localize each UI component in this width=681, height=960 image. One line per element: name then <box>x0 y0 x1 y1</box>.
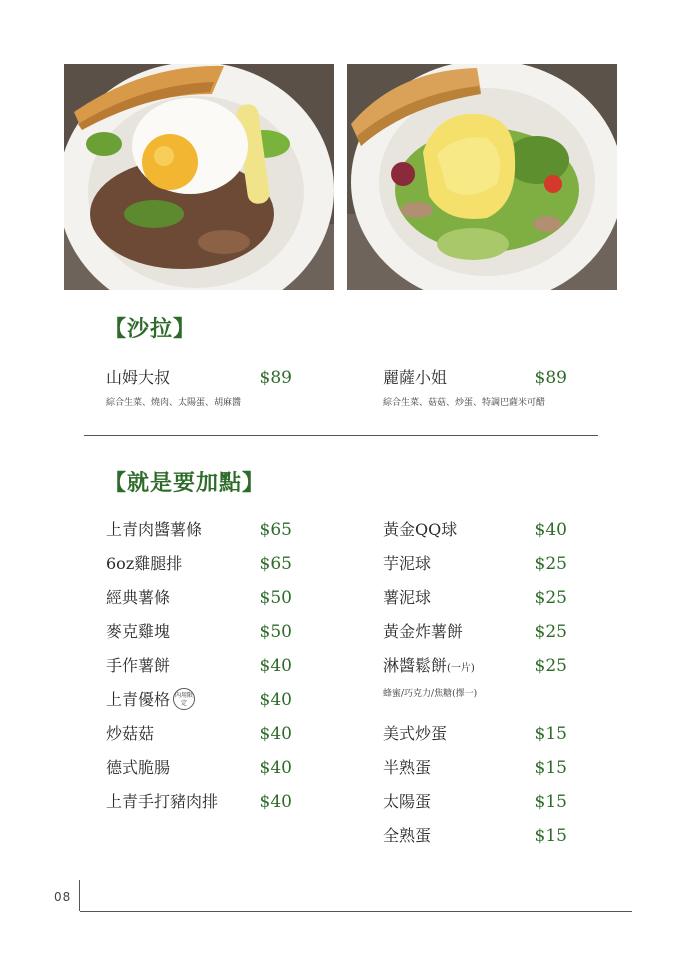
item-price: $15 <box>534 826 567 846</box>
section-divider <box>84 435 598 436</box>
menu-item <box>106 518 292 542</box>
item-price: $25 <box>534 554 567 574</box>
item-price: $40 <box>259 792 292 812</box>
item-name: 太陽蛋 <box>383 792 432 811</box>
menu-item <box>383 790 567 814</box>
item-price: $50 <box>259 588 292 608</box>
item-name: 上青肉醬薯條 <box>106 520 203 539</box>
menu-item <box>383 518 567 542</box>
item-name: 半熟蛋 <box>383 758 432 777</box>
menu-item-uncle-sam <box>106 366 292 390</box>
item-name: 手作薯餅 <box>106 656 171 675</box>
item-name <box>383 654 475 681</box>
menu-item <box>106 586 292 610</box>
salad-photo-miss-lisa <box>347 64 617 290</box>
addon-section-title: 【就是要加點】 <box>104 470 266 496</box>
item-name: 經典薯條 <box>106 588 171 607</box>
menu-item <box>383 620 567 644</box>
menu-item <box>106 552 292 576</box>
item-name: 薯泥球 <box>383 588 432 607</box>
item-name: 黃金QQ球 <box>383 520 458 539</box>
item-name <box>106 688 195 712</box>
item-price: $89 <box>534 368 567 388</box>
menu-item <box>106 722 292 746</box>
item-description: 蜂蜜/巧克力/焦糖(擇一) <box>383 689 478 699</box>
item-name: 麗薩小姐 <box>383 368 448 387</box>
item-name-text: 上青優格 <box>106 690 171 709</box>
menu-item-miss-lisa <box>383 366 567 390</box>
item-name: 芋泥球 <box>383 554 432 573</box>
menu-item <box>106 620 292 644</box>
item-price: $40 <box>259 758 292 778</box>
item-price: $25 <box>534 622 567 642</box>
item-price: $89 <box>259 368 292 388</box>
menu-item <box>383 586 567 610</box>
item-name: 麥克雞塊 <box>106 622 171 641</box>
item-description: 綜合生菜、菇菇、炒蛋、特調巴薩米可醋 <box>383 398 546 408</box>
menu-item <box>106 688 292 712</box>
item-price: $40 <box>534 520 567 540</box>
item-price: $40 <box>259 690 292 710</box>
item-name: 德式脆腸 <box>106 758 171 777</box>
item-name: 黃金炸薯餅 <box>383 622 464 641</box>
item-name: 山姆大叔 <box>106 368 171 387</box>
menu-item <box>383 654 567 678</box>
page-number: 08 <box>54 890 72 904</box>
footer-vertical-rule <box>79 880 80 911</box>
item-description: 綜合生菜、燒肉、太陽蛋、胡麻醬 <box>106 398 242 408</box>
menu-item <box>383 824 567 848</box>
item-name-suffix: (一片) <box>447 663 475 674</box>
item-price: $15 <box>534 724 567 744</box>
item-price: $40 <box>259 656 292 676</box>
menu-item <box>383 552 567 576</box>
item-name: 美式炒蛋 <box>383 724 448 743</box>
menu-item <box>106 756 292 780</box>
item-price: $40 <box>259 724 292 744</box>
item-name-text: 淋醬鬆餅 <box>383 656 448 675</box>
footer-rule <box>80 911 632 912</box>
item-price: $65 <box>259 520 292 540</box>
item-price: $15 <box>534 758 567 778</box>
menu-item <box>383 756 567 780</box>
salad-section-title: 【沙拉】 <box>104 316 197 342</box>
item-price: $25 <box>534 588 567 608</box>
menu-item <box>106 654 292 678</box>
item-price: $15 <box>534 792 567 812</box>
item-name: 全熟蛋 <box>383 826 432 845</box>
item-name: 6oz雞腿排 <box>106 554 183 573</box>
item-price: $50 <box>259 622 292 642</box>
salad-photo-uncle-sam <box>64 64 334 290</box>
item-name: 炒菇菇 <box>106 724 155 743</box>
menu-item <box>106 790 292 814</box>
dine-in-only-badge: 內用限定 <box>173 688 195 710</box>
item-name: 上青手打豬肉排 <box>106 792 219 811</box>
menu-item <box>383 722 567 746</box>
item-price: $25 <box>534 656 567 676</box>
item-price: $65 <box>259 554 292 574</box>
